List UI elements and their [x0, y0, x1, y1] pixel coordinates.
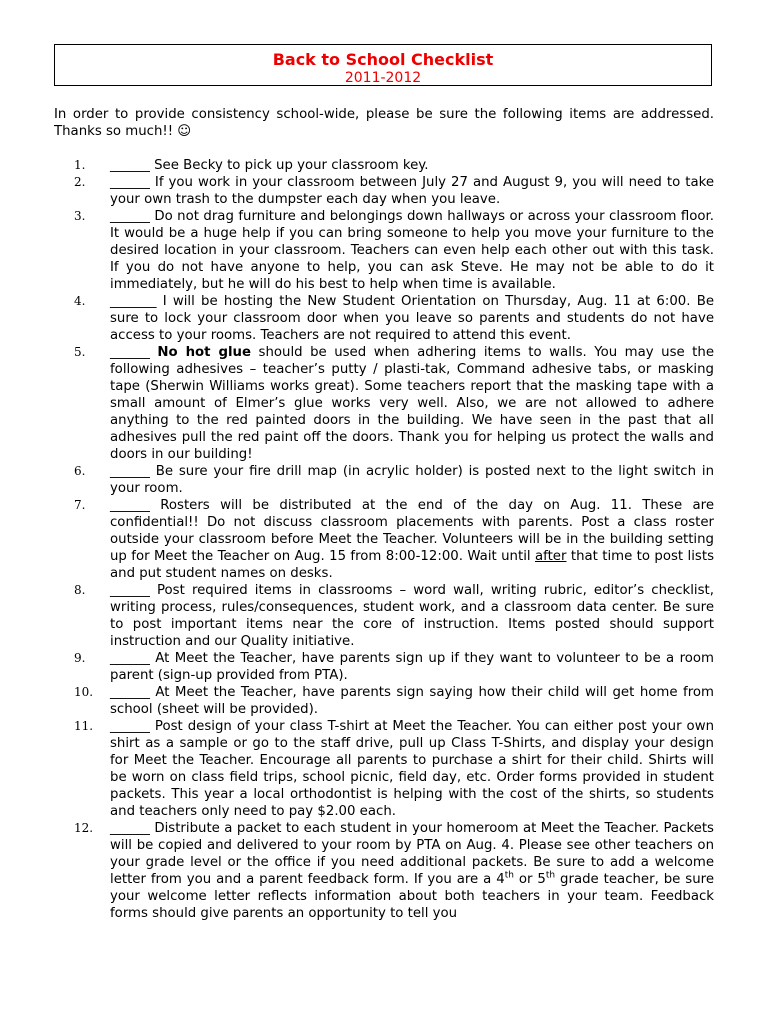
ordinal-suffix: th: [545, 870, 556, 881]
item-text: _______ I will be hosting the New Student Orientation on Thursday, Aug. 11 at 6:00. Be sure to lock your classroom door when you leave so parents and students do not have access to your rooms. Teachers are not required to attend this event.: [110, 294, 714, 343]
after-emphasis: after: [534, 549, 567, 564]
school-year: 2011-2012: [344, 70, 422, 86]
item-number: 3.: [74, 209, 86, 223]
checklist-item: [54, 463, 714, 497]
ordinal-suffix: th: [504, 870, 514, 881]
item-text-start: ______ Distribute a packet to each student in your homeroom at Meet the Teacher. Packets will be copied and delivered to your room by PTA on Aug. 4. Please see other teachers on your grade level or the office if you need additional packets. Be sure to add a welcome letter from you and a parent feedback form. If you are a 4: [110, 821, 714, 887]
item-number: 10.: [74, 685, 94, 699]
item-number: 1.: [74, 158, 86, 172]
item-number: 4.: [74, 294, 86, 308]
item-text-end: should be used when adhering items to walls. You may use the following adhesives – teacher’s putty / plasti-tak, Command adhesive tabs, or masking tape (Sherwin Williams works great). Some teachers report that the masking tape with a small amount of Elmer’s glue works very well. Also, we are not allowed to adhere anything to the red painted doors in the building. We have seen in the past that all adhesives pull the red paint off the doors. Thank you for helping us protect the walls and doors in our building!: [110, 345, 715, 462]
checklist-item: [54, 582, 714, 650]
checklist-item: [54, 344, 714, 463]
checklist-item: [54, 208, 714, 293]
item-text: ______ Do not drag furniture and belongings down hallways or across your classroom floor. It would be a huge help if you can bring someone to help you move your furniture to the desired location in your classroom. Teachers can even help each other out with this task. If you do not have anyone to help, you can ask Steve. He may not be able to do it immediately, but he will do his best to help when time is available.: [110, 209, 714, 292]
checklist-item: [54, 174, 714, 208]
item-text: [110, 344, 714, 463]
item-number: 11.: [74, 719, 94, 733]
item-text: ______ Post design of your class T-shirt at Meet the Teacher. You can either post your own shirt as a sample or go to the staff drive, pull up Class T-Shirts, and display your design for Meet the Teacher. Encourage all parents to purchase a shirt for their child. Shirts will be worn on class field trips, school picnic, field day, etc. Order forms provided in student packets. This year a local orthodontist is helping with the cost of the shirts, so students and teachers only need to pay $2.00 each.: [110, 719, 714, 819]
item-text: ______ See Becky to pick up your classroom key.: [110, 158, 429, 173]
checklist-item: [54, 820, 714, 922]
no-hot-glue-emphasis: No hot glue: [157, 345, 252, 360]
item-text-middle: or 5: [513, 872, 546, 887]
header-box: [54, 44, 712, 86]
item-text-end: grade teacher, be sure your welcome letter reflects information about both teachers in your team. Feedback forms should give parents an opportunity to tell you: [110, 872, 714, 921]
intro-paragraph: In order to provide consistency school-wide, please be sure the following items are addressed. Thanks so much!! ☺: [54, 107, 714, 139]
checklist-item: [54, 718, 714, 820]
item-number: 12.: [74, 821, 94, 835]
item-text: ______ Be sure your fire drill map (in acrylic holder) is posted next to the light switch in your room.: [110, 464, 714, 496]
item-text: [110, 820, 714, 922]
checklist-item: [54, 684, 714, 718]
item-text: ______ If you work in your classroom between July 27 and August 9, you will need to take your own trash to the dumpster each day when you leave.: [110, 175, 714, 207]
item-number: 2.: [74, 175, 86, 189]
checklist: [54, 157, 714, 922]
item-text-end: that time to post lists and put student names on desks.: [110, 549, 714, 581]
checklist-item: [54, 293, 714, 344]
item-text: ______ At Meet the Teacher, have parents sign up if they want to volunteer to be a room parent (sign-up provided from PTA).: [110, 651, 714, 683]
item-text-start: ______ Rosters will be distributed at the end of the day on Aug. 11. These are confidential!! Do not discuss classroom placements with parents. Post a class roster outside your classroom before Meet the Teacher. Volunteers will be in the building setting up for Meet the Teacher on Aug. 15 from 8:00-12:00. Wait until: [110, 498, 714, 564]
item-number: 6.: [74, 464, 86, 478]
item-number: 9.: [74, 651, 86, 665]
checklist-item: [54, 497, 714, 582]
item-text: ______ At Meet the Teacher, have parents sign saying how their child will get home from school (sheet will be provided).: [110, 685, 714, 717]
checklist-item: [54, 157, 714, 174]
item-text-start: ______: [110, 345, 158, 360]
item-number: 8.: [74, 583, 86, 597]
item-number: 5.: [74, 345, 86, 359]
item-number: 7.: [74, 498, 86, 512]
document-title: Back to School Checklist: [272, 50, 494, 69]
item-text: ______ Post required items in classrooms – word wall, writing rubric, editor’s checklist, writing process, rules/consequences, student work, and a classroom data center. Be sure to post important items near the core of instruction. Items posted should support instruction and our Quality initiative.: [110, 583, 714, 649]
item-text: [110, 497, 714, 582]
checklist-item: [54, 650, 714, 684]
